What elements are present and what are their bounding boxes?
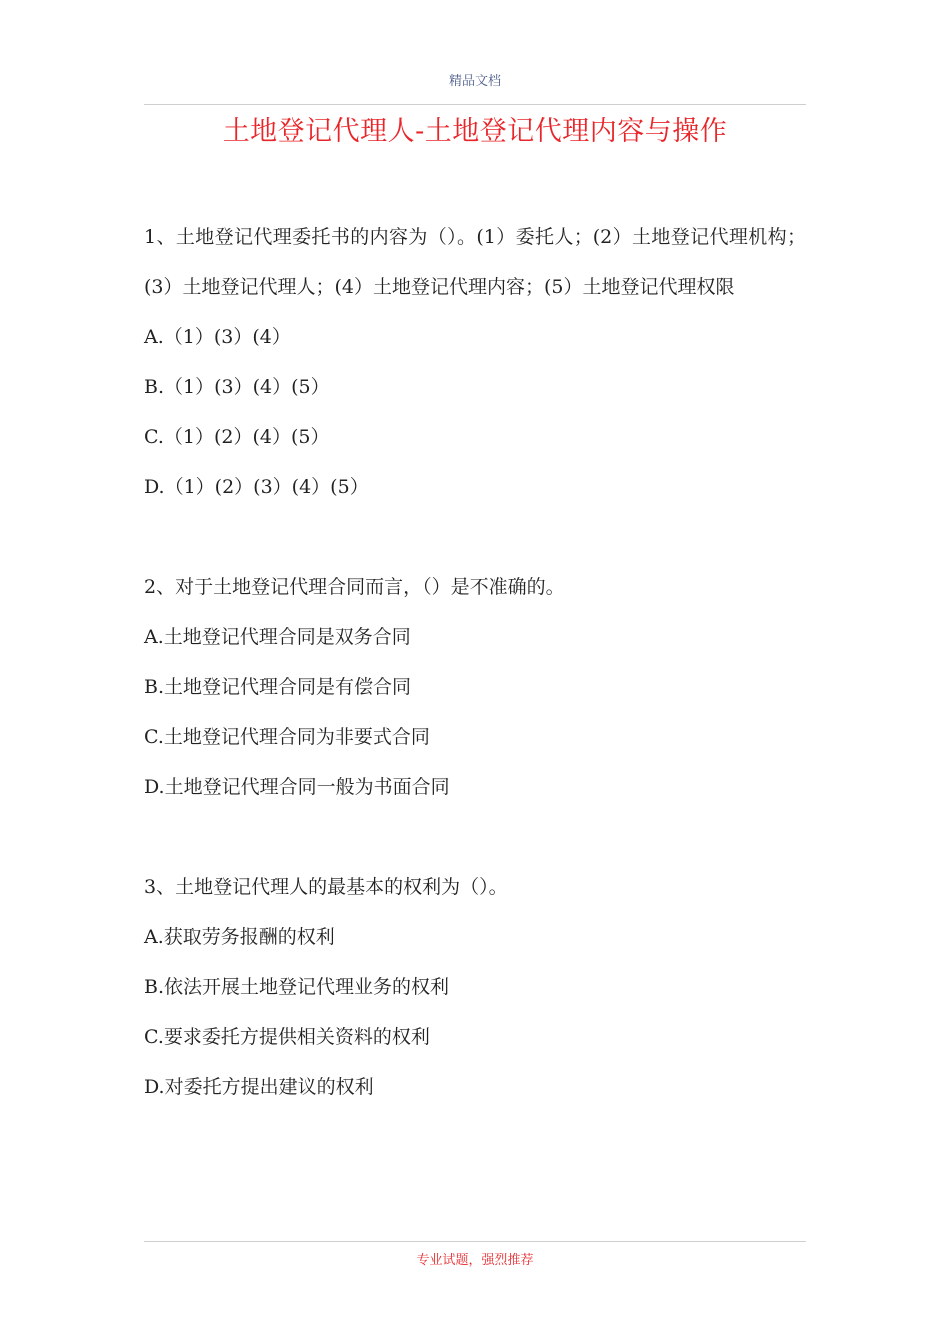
question-stem: 1、土地登记代理委托书的内容为（）。(1）委托人；(2）土地登记代理机构；(3）土地登记代理人；(4）土地登记代理内容；(5）土地登记代理权限 <box>144 226 806 298</box>
footer-divider <box>144 1241 806 1242</box>
document-title: 土地登记代理人-土地登记代理内容与操作 <box>222 116 728 147</box>
option-c: C.要求委托方提供相关资料的权利 <box>144 1026 430 1048</box>
option-c: C.土地登记代理合同为非要式合同 <box>144 726 430 748</box>
option-b: B.（1）(3）(4）(5） <box>144 376 330 398</box>
question-stem: 2、对于土地登记代理合同而言，（）是不准确的。 <box>144 576 565 598</box>
option-d: D.对委托方提出建议的权利 <box>144 1076 374 1098</box>
page-footer: 专业试题，强烈推荐 <box>416 1253 534 1268</box>
option-a: A.（1）(3）(4） <box>144 326 291 348</box>
option-b: B.土地登记代理合同是有偿合同 <box>144 676 412 698</box>
option-d: D.土地登记代理合同一般为书面合同 <box>144 776 450 798</box>
question-list <box>144 212 806 1162</box>
option-a: A.获取劳务报酬的权利 <box>144 926 335 948</box>
question-3 <box>144 862 806 1112</box>
header-divider <box>144 104 806 105</box>
option-c: C.（1）(2）(4）(5） <box>144 426 330 448</box>
option-b: B.依法开展土地登记代理业务的权利 <box>144 976 450 998</box>
question-stem: 3、土地登记代理人的最基本的权利为（）。 <box>144 876 508 898</box>
option-d: D.（1）(2）(3）(4）(5） <box>144 476 369 498</box>
question-2 <box>144 562 806 812</box>
page-header: 精品文档 <box>448 74 501 89</box>
question-1 <box>144 212 806 512</box>
option-a: A.土地登记代理合同是双务合同 <box>144 626 411 648</box>
